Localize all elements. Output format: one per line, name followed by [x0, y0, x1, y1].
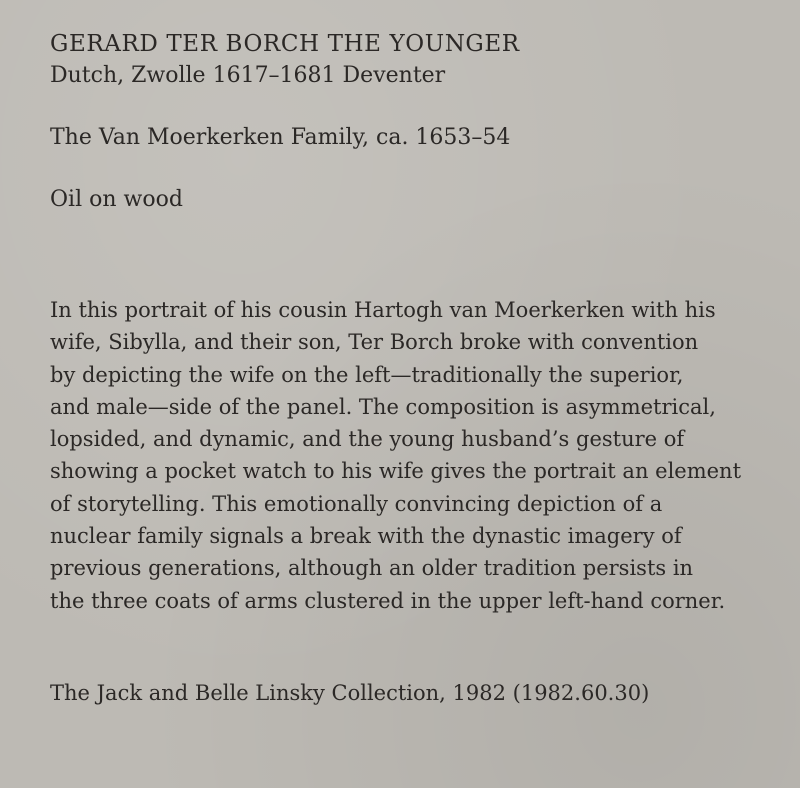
artwork-title: The Van Moerkerken Family, ca. 1653–54	[50, 125, 511, 150]
description-line: and male—side of the panel. The composition is asymmetrical,	[50, 394, 716, 419]
description-line: by depicting the wife on the left—traditionally the superior,	[50, 362, 684, 387]
description-line: previous generations, although an older tradition persists in	[50, 556, 694, 581]
credit-line: The Jack and Belle Linsky Collection, 1982 (1982.60.30)	[50, 680, 650, 705]
artwork-description	[50, 294, 780, 617]
description-line: of storytelling. This emotionally convincing depiction of a	[50, 491, 663, 516]
description-line: showing a pocket watch to his wife gives the portrait an element	[50, 459, 742, 484]
artwork-medium: Oil on wood	[50, 187, 183, 212]
description-line: the three coats of arms clustered in the upper left-hand corner.	[50, 588, 726, 613]
museum-wall-label	[50, 28, 780, 709]
description-line: lopsided, and dynamic, and the young husband’s gesture of	[50, 427, 685, 452]
description-line: In this portrait of his cousin Hartogh van Moerkerken with his	[50, 298, 716, 322]
description-line: nuclear family signals a break with the dynastic imagery of	[50, 524, 682, 549]
description-line: wife, Sibylla, and their son, Ter Borch broke with convention	[50, 330, 699, 355]
artist-name: GERARD TER BORCH THE YOUNGER	[50, 31, 520, 57]
artist-nationality-dates: Dutch, Zwolle 1617–1681 Deventer	[50, 63, 446, 88]
